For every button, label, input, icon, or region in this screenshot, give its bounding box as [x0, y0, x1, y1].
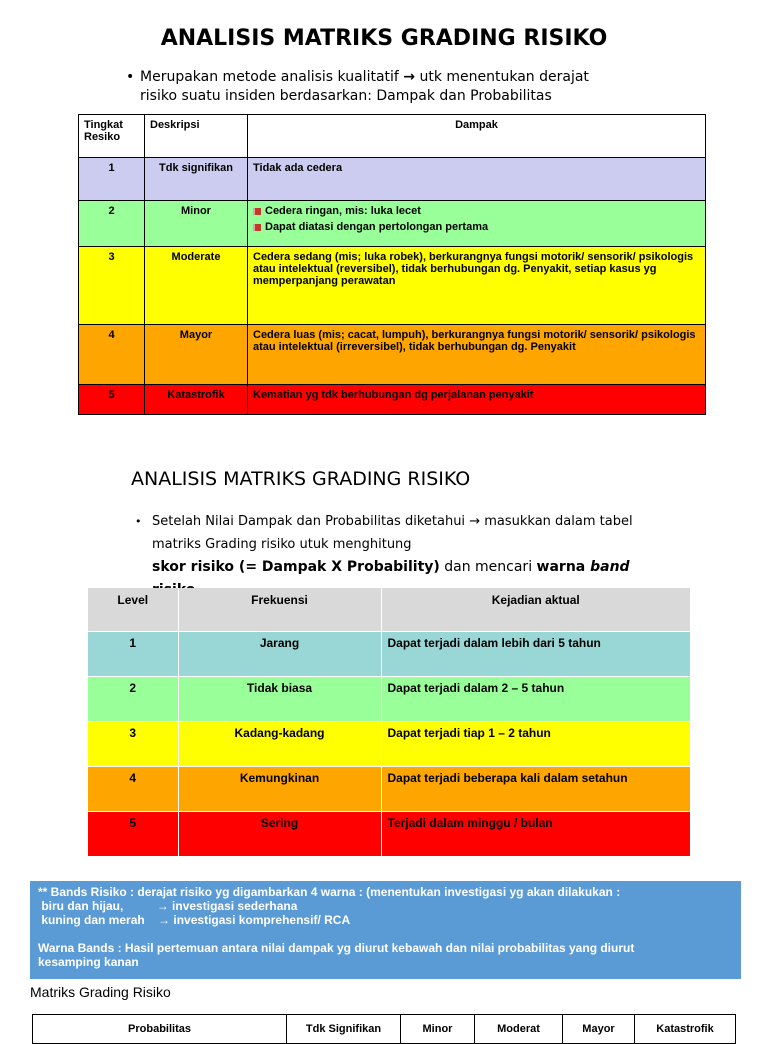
level-cell: 1: [79, 158, 145, 201]
arrow-right-icon: →: [156, 899, 169, 913]
table-row: [88, 677, 691, 722]
arrow-right-icon: →: [158, 913, 171, 927]
header-katastrofik: Katastrofik: [635, 1015, 736, 1044]
desc-cell: Katastrofik: [145, 385, 248, 415]
header-mayor: Mayor: [563, 1015, 635, 1044]
freq-cell: Jarang: [178, 632, 381, 677]
table-row: [79, 247, 706, 325]
intro-line-2: risiko suatu insiden berdasarkan: Dampak dan Probabilitas: [140, 88, 552, 104]
impact-cell: Cedera sedang (mis; luka robek), berkurangnya fungsi motorik/ sensorik/ psikologis atau intelektual (reversibel), tidak berhubungan dg. Penyakit, setiap kasus yg memperpanjang perawatan: [248, 247, 706, 325]
probability-table: [88, 588, 691, 857]
actual-cell: Terjadi dalam minggu / bulan: [381, 812, 691, 857]
desc-cell: Tdk signifikan: [145, 158, 248, 201]
impact-cell: [248, 201, 706, 247]
table-header-row: [88, 588, 691, 632]
header-moderat: Moderat: [475, 1015, 563, 1044]
bands-line-4: Warna Bands : Hasil pertemuan antara nilai dampak yg diurut kebawah dan nilai probabilitas yang diurut: [38, 941, 635, 955]
arrow-right-icon: →: [403, 69, 416, 85]
actual-cell: Dapat terjadi dalam 2 – 5 tahun: [381, 677, 691, 722]
desc-cell: Mayor: [145, 325, 248, 385]
impact-cell: Kematian yg tdk berhubungan dg perjalanan penyakit: [248, 385, 706, 415]
actual-cell: Dapat terjadi tiap 1 – 2 tahun: [381, 722, 691, 767]
level-cell: 1: [88, 632, 178, 677]
table-row: [79, 385, 706, 415]
desc-cell: Moderate: [145, 247, 248, 325]
table-header-row: [79, 115, 706, 158]
header-kejadian: Kejadian aktual: [381, 588, 691, 632]
section-title-2: ANALISIS MATRIKS GRADING RISIKO: [131, 468, 471, 490]
bands-line-5: kesamping kanan: [38, 955, 139, 969]
level-cell: 2: [88, 677, 178, 722]
header-tingkat-resiko: Tingkat Resiko: [79, 115, 145, 158]
bands-line-3: kuning dan merah → investigasi komprehensif/ RCA: [41, 913, 351, 927]
freq-cell: Kadang-kadang: [178, 722, 381, 767]
table-row: [79, 201, 706, 247]
header-dampak: Dampak: [248, 115, 706, 158]
arrow-right-icon: →: [469, 514, 481, 529]
grading-matrix-table: [32, 1014, 736, 1044]
level-cell: 3: [88, 722, 178, 767]
bands-line-1: ** Bands Risiko : derajat risiko yg digambarkan 4 warna : (menentukan investigasi yg akan dilakukan :: [38, 885, 621, 899]
bullet-dot: •: [126, 69, 135, 85]
bullet-square-icon: [253, 224, 261, 231]
level-cell: 2: [79, 201, 145, 247]
risk-level-table: [78, 114, 706, 415]
level-cell: 5: [88, 812, 178, 857]
matrix-line-1: Setelah Nilai Dampak dan Probabilitas diketahui → masukkan dalam tabel: [152, 514, 633, 529]
actual-cell: Dapat terjadi dalam lebih dari 5 tahun: [381, 632, 691, 677]
matrix-line-3: skor risiko (= Dampak X Probability) dan mencari warna band: [152, 559, 630, 575]
table-row: [79, 158, 706, 201]
table-row: [88, 632, 691, 677]
table-row: [88, 722, 691, 767]
freq-cell: Kemungkinan: [178, 767, 381, 812]
table-row: [79, 325, 706, 385]
level-cell: 4: [88, 767, 178, 812]
header-deskripsi: Deskripsi: [145, 115, 248, 158]
header-minor: Minor: [401, 1015, 475, 1044]
bullet-dot: •: [135, 515, 142, 528]
bands-info-box: [30, 881, 741, 979]
matrix-label: Matriks Grading Risiko: [30, 984, 171, 1000]
level-cell: 4: [79, 325, 145, 385]
header-tdk-signifikan: Tdk Signifikan: [287, 1015, 401, 1044]
table-row: [88, 767, 691, 812]
freq-cell: Sering: [178, 812, 381, 857]
freq-cell: Tidak biasa: [178, 677, 381, 722]
desc-cell: Minor: [145, 201, 248, 247]
intro-bullet: [126, 68, 660, 106]
list-item: Cedera ringan, mis: luka lecet: [253, 205, 700, 217]
header-frekuensi: Frekuensi: [178, 588, 381, 632]
actual-cell: Dapat terjadi beberapa kali dalam setahun: [381, 767, 691, 812]
level-cell: 5: [79, 385, 145, 415]
matrix-line-2: matriks Grading risiko utuk menghitung: [152, 537, 412, 552]
intro-line-1: Merupakan metode analisis kualitatif → utk menentukan derajat: [140, 69, 589, 85]
impact-cell: Cedera luas (mis; cacat, lumpuh), berkurangnya fungsi motorik/ sensorik/ psikologis atau intelektual (irreversibel), tidak berhubungan dg. Penyakit: [248, 325, 706, 385]
table-header-row: [33, 1015, 736, 1044]
list-item: Dapat diatasi dengan pertolongan pertama: [253, 221, 700, 233]
page-title: ANALISIS MATRIKS GRADING RISIKO: [160, 26, 608, 51]
header-level: Level: [88, 588, 178, 632]
table-row: [88, 812, 691, 857]
header-probabilitas: Probabilitas: [33, 1015, 287, 1044]
bands-line-2: biru dan hijau, → investigasi sederhana: [41, 899, 298, 913]
bullet-square-icon: [253, 208, 261, 215]
impact-cell: Tidak ada cedera: [248, 158, 706, 201]
level-cell: 3: [79, 247, 145, 325]
